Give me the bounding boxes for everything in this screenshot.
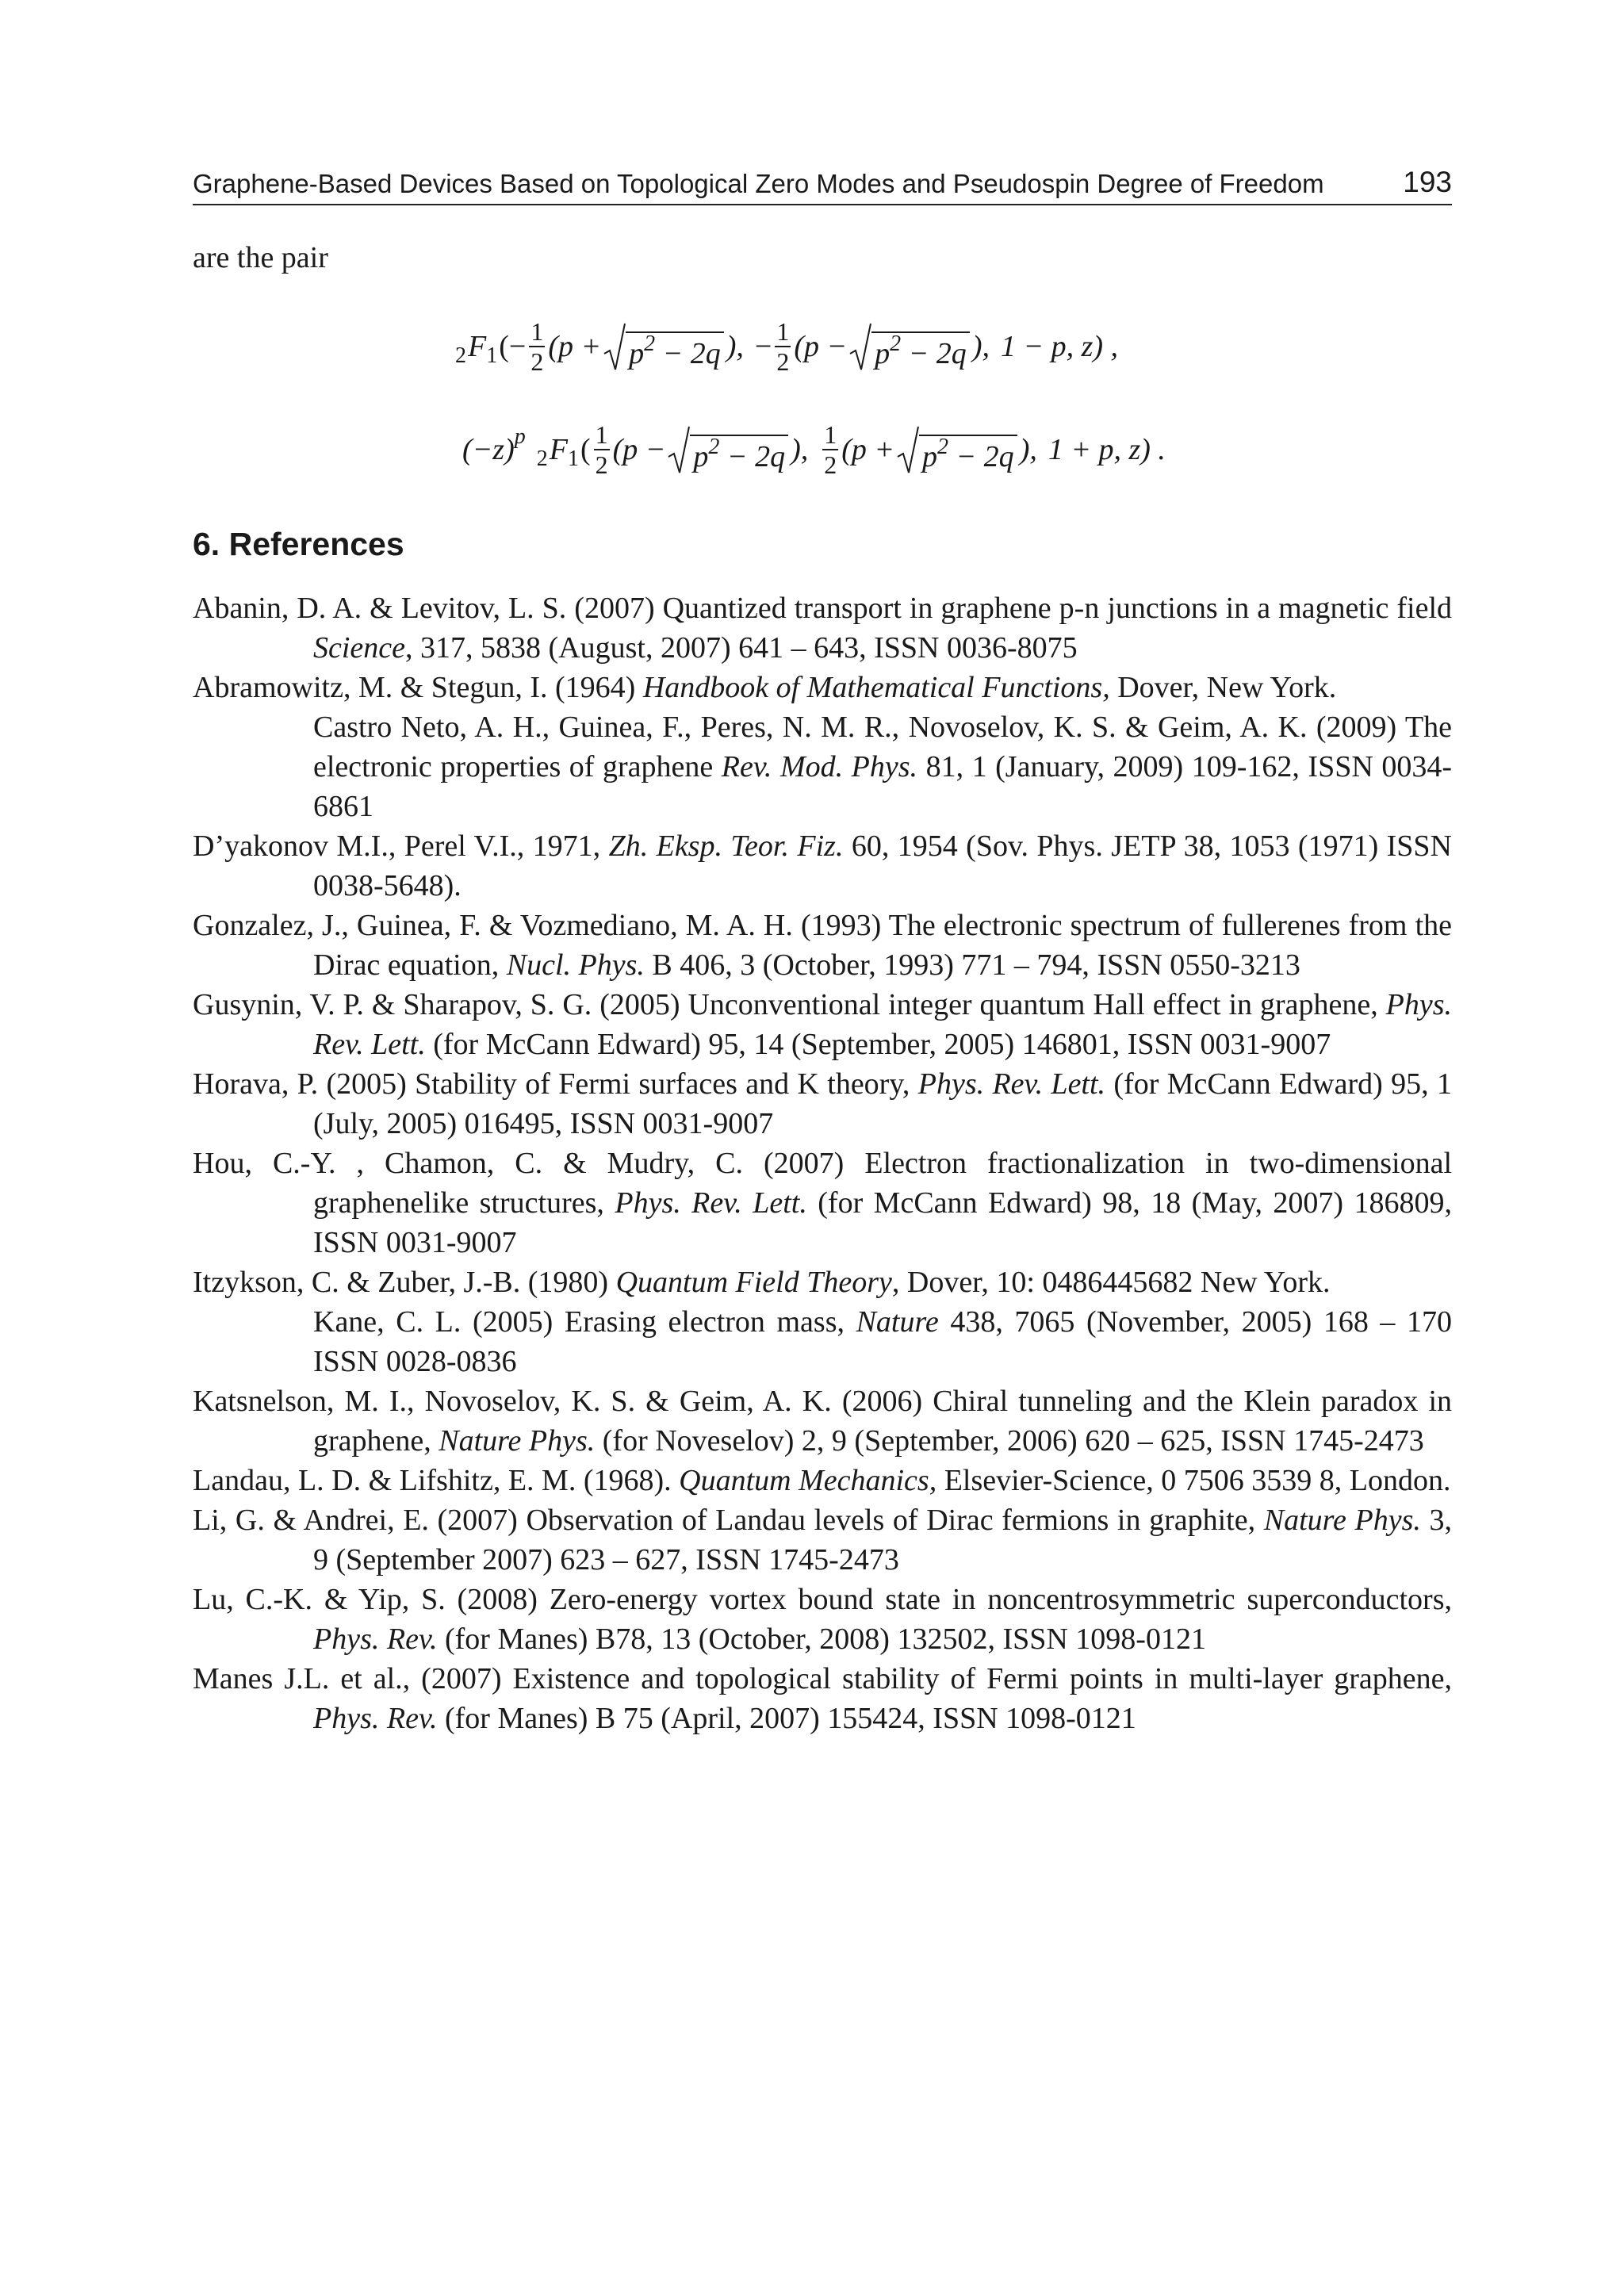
section-heading-references: 6. References — [193, 526, 404, 562]
eq2-frac-2-den: 2 — [824, 450, 837, 479]
reference-text: Landau, L. D. & Lifshitz, E. M. (1968). — [193, 1464, 680, 1497]
reference-text: (for Manes) B 75 (April, 2007) 155424, ISSN 1098-0121 — [437, 1702, 1136, 1735]
eq2-sqrt-1 — [668, 425, 788, 474]
eq1-radicand-1 — [626, 331, 724, 371]
reference-text: B 406, 3 (October, 1993) 771 – 794, ISSN 0550-3213 — [644, 948, 1300, 982]
intro-text: are the pair — [193, 241, 328, 274]
reference-journal: Quantum Field Theory — [615, 1266, 892, 1299]
reference-text: Horava, P. (2005) Stability of Fermi surfaces and K theory, — [193, 1067, 918, 1101]
reference-item — [193, 668, 1452, 707]
eq1-frac-1-num: 1 — [530, 317, 544, 346]
reference-text: Gusynin, V. P. & Sharapov, S. G. (2005) Unconventional integer quantum Hall effect in graphene, — [193, 988, 1386, 1021]
reference-text: 81, 1 (January, 2009) 109-162, ISSN 0034-6861 — [313, 750, 1452, 823]
eq2-head-exp: p — [514, 424, 526, 449]
reference-journal: Science — [313, 631, 406, 665]
eq1-rad2-rest: − 2q — [908, 337, 967, 371]
eq1-f-sub: 2 — [455, 343, 466, 368]
reference-text: Abanin, D. A. & Levitov, L. S. (2007) Quantized transport in graphene p-n junctions in a magnetic field — [193, 592, 1452, 625]
reference-text: 438, 7065 (November, 2005) 168 – 170 ISSN 0028-0836 — [313, 1305, 1452, 1378]
eq1-rad1-exp: 2 — [644, 331, 656, 357]
eq1-rad1-base: p — [629, 337, 645, 371]
reference-text: (for McCann Edward) 98, 18 (May, 2007) 186809, ISSN 0031-9007 — [313, 1186, 1453, 1259]
reference-text: Elsevier-Science, 0 7506 3539 8, London. — [936, 1464, 1451, 1497]
eq1-minus: − — [508, 330, 527, 363]
reference-journal: Phys. Rev. Lett. — [917, 1067, 1106, 1101]
sqrt-sign-icon — [603, 322, 626, 371]
eq2-p-open-2: (p + — [841, 433, 895, 466]
eq1-frac-2 — [775, 319, 791, 374]
eq2-open: ( — [580, 433, 591, 466]
reference-journal: Phys. Rev. — [313, 1702, 438, 1735]
eq2-frac-1-den: 2 — [595, 450, 608, 479]
eq1-frac-1 — [529, 319, 545, 374]
eq2-frac-2-num: 1 — [824, 420, 837, 449]
reference-journal: Quantum Mechanics, — [679, 1464, 937, 1497]
reference-item — [193, 906, 1452, 985]
reference-journal: Phys. Rev. — [313, 1622, 438, 1656]
eq1-p-open: (p + — [548, 330, 602, 363]
reference-text: Li, G. & Andrei, E. (2007) Observation of Landau levels of Dirac fermions in graphite, — [193, 1504, 1264, 1537]
eq1-rad1-rest: − 2q — [662, 337, 721, 371]
eq2-frac-2 — [822, 422, 838, 477]
eq2-sqrt-2 — [897, 425, 1017, 474]
reference-journal: Phys. Rev. Lett. — [615, 1186, 807, 1220]
eq2-rad2-rest: − 2q — [956, 440, 1014, 474]
eq1-tail: 1 − p, z) , — [1000, 330, 1119, 363]
reference-item — [193, 1461, 1452, 1500]
eq2-rad1-base: p — [693, 440, 709, 474]
eq2-rad1-rest: − 2q — [726, 440, 786, 474]
reference-item — [193, 985, 1452, 1064]
reference-item — [193, 1144, 1452, 1262]
eq2-rad2-exp: 2 — [937, 435, 949, 460]
eq2-f-sub: 2 — [536, 446, 548, 471]
reference-text: Manes J.L. et al., (2007) Existence and topological stability of Fermi points in multi-layer graphene, — [193, 1662, 1452, 1695]
reference-text: Dover, New York. — [1109, 671, 1337, 704]
reference-journal: Nature Phys. — [1263, 1504, 1421, 1537]
eq2-f: F — [549, 433, 568, 466]
eq1-sqrt-2 — [849, 322, 970, 371]
reference-journal: Nucl. Phys. — [506, 948, 645, 982]
reference-item — [193, 707, 1452, 826]
reference-text: Abramowitz, M. & Stegun, I. (1964) — [193, 671, 643, 704]
reference-text: 3, 9 (September 2007) 623 – 627, ISSN 1745-2473 — [313, 1504, 1452, 1576]
sqrt-sign-icon — [897, 425, 919, 474]
running-header — [193, 163, 1452, 205]
eq2-frac-1-num: 1 — [595, 420, 608, 449]
eq2-rad1-exp: 2 — [708, 435, 720, 460]
reference-item — [193, 1302, 1452, 1381]
reference-text: Itzykson, C. & Zuber, J.-B. (1980) — [193, 1266, 616, 1299]
equation-2 — [462, 414, 1166, 485]
reference-item — [193, 1064, 1452, 1144]
reference-journal: Rev. Mod. Phys. — [721, 750, 918, 783]
eq2-p-open: (p − — [612, 433, 666, 466]
eq1-sqrt-1 — [603, 322, 724, 371]
reference-journal: Nature — [856, 1305, 939, 1339]
sqrt-sign-icon — [668, 425, 690, 474]
eq1-frac-2-den: 2 — [776, 347, 790, 376]
eq2-frac-1 — [594, 422, 610, 477]
reference-text: Hou, C.-Y. , Chamon, C. & Mudry, C. (2007) Electron fractionalization in two-dimensional graphenelike structures, — [193, 1147, 1452, 1220]
reference-item — [193, 588, 1452, 668]
eq2-close-1: ), — [791, 433, 809, 466]
reference-text: Gonzalez, J., Guinea, F. & Vozmediano, M. A. H. (1993) The electronic spectrum of fullerenes from the Dirac equation, — [193, 909, 1452, 982]
sqrt-sign-icon — [849, 322, 871, 371]
reference-text: Kane, C. L. (2005) Erasing electron mass, — [313, 1305, 856, 1339]
eq1-rad2-exp: 2 — [890, 331, 902, 357]
reference-item — [193, 1659, 1452, 1738]
reference-text: , Dover, 10: 0486445682 New York. — [891, 1266, 1331, 1299]
reference-text: Lu, C.-K. & Yip, S. (2008) Zero-energy vortex bound state in noncentrosymmetric superconductors, — [193, 1583, 1452, 1616]
running-header-title: Graphene-Based Devices Based on Topological Zero Modes and Pseudospin Degree of Freedom — [193, 169, 1324, 198]
eq2-close-2: ), — [1019, 433, 1037, 466]
reference-item — [193, 826, 1452, 906]
reference-text: (for Noveselov) 2, 9 (September, 2006) 620 – 625, ISSN 1745-2473 — [595, 1424, 1424, 1458]
equation-1 — [455, 311, 1118, 382]
eq1-frac-1-den: 2 — [530, 347, 544, 376]
eq1-minus-2: − — [754, 330, 772, 363]
eq2-f-index: 1 — [567, 446, 579, 471]
reference-text: (for McCann Edward) 95, 1 (July, 2005) 016495, ISSN 0031-9007 — [313, 1067, 1452, 1140]
eq2-radicand-2 — [919, 435, 1017, 474]
reference-journal: Phys. Rev. Lett. — [313, 988, 1452, 1061]
reference-text: (for McCann Edward) 95, 14 (September, 2005) 146801, ISSN 0031-9007 — [425, 1028, 1331, 1061]
reference-journal: Zh. Eksp. Teor. Fiz. — [608, 829, 844, 863]
reference-item — [193, 1500, 1452, 1580]
page-number: 193 — [1403, 166, 1452, 198]
eq2-tail: 1 + p, z) . — [1048, 433, 1166, 466]
reference-item — [193, 1381, 1452, 1461]
eq1-close-1: ), — [726, 330, 744, 363]
eq1-frac-2-num: 1 — [776, 317, 790, 346]
reference-item — [193, 1262, 1452, 1302]
reference-journal: Handbook of Mathematical Functions, — [642, 671, 1110, 704]
eq1-radicand-2 — [871, 331, 970, 371]
reference-text: Katsnelson, M. I., Novoselov, K. S. & Geim, A. K. (2006) Chiral tunneling and the Klein paradox in graphene, — [193, 1385, 1452, 1458]
eq1-rad2-base: p — [875, 337, 891, 371]
eq1-open: ( — [499, 330, 509, 363]
eq1-close-2: ), — [971, 330, 990, 363]
eq2-rad2-base: p — [922, 440, 938, 474]
eq1-f: F — [468, 330, 487, 363]
eq2-head: (−z) — [462, 433, 515, 466]
reference-text: 60, 1954 (Sov. Phys. JETP 38, 1053 (1971) ISSN 0038-5648). — [313, 829, 1453, 902]
reference-journal: Nature Phys. — [439, 1424, 596, 1458]
reference-text: Castro Neto, A. H., Guinea, F., Peres, N. M. R., Novoselov, K. S. & Geim, A. K. (2009) The electronic properties of graphene — [313, 711, 1452, 783]
eq1-p-open-2: (p − — [794, 330, 848, 363]
eq2-radicand-1 — [690, 435, 788, 474]
reference-text: , 317, 5838 (August, 2007) 641 – 643, ISSN 0036-8075 — [405, 631, 1078, 665]
eq1-f-index: 1 — [486, 343, 498, 368]
reference-item — [193, 1580, 1452, 1659]
reference-text: (for Manes) B78, 13 (October, 2008) 132502, ISSN 1098-0121 — [437, 1622, 1206, 1656]
reference-list — [193, 588, 1452, 1738]
reference-text: D’yakonov M.I., Perel V.I., 1971, — [193, 829, 609, 863]
